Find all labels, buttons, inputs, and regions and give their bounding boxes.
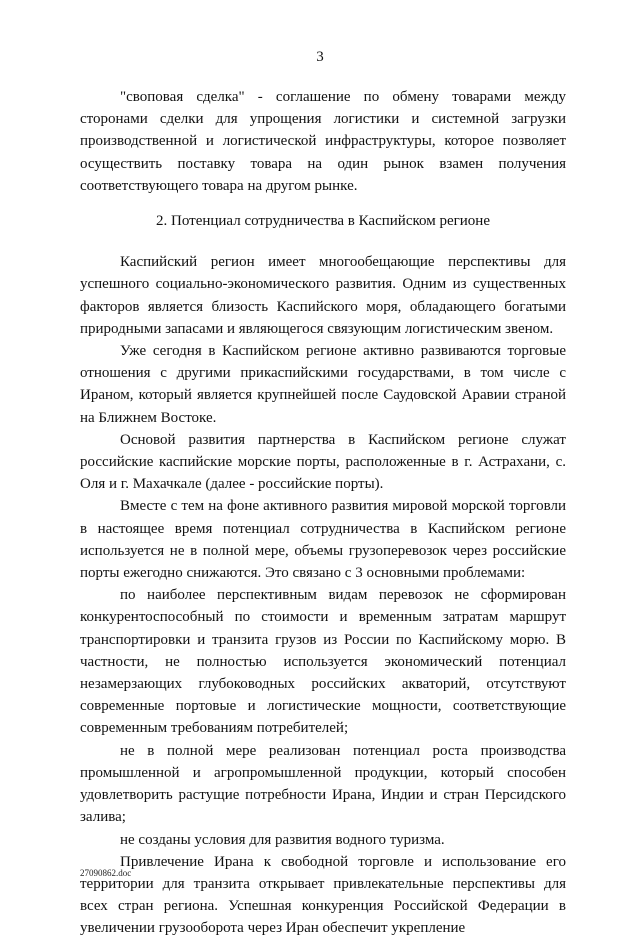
paragraph-ports: Основой развития партнерства в Каспийском регионе служат российские каспийские морские порты, расположенные в г. Астрахани, с. Оля и г. Махачкале (далее - российские порты). <box>80 431 566 493</box>
paragraph-trade-relations: Уже сегодня в Каспийском регионе активно развиваются торговые отношения с другими прикаспийскими государствами, в том числе с Ираном, который является крупнейшей после Саудовской Аравии страной на Ближнем Востоке. <box>80 343 566 426</box>
paragraph-iran-transit: Привлечение Ирана к свободной торговле и использование его территории для транзита открывает привлекательные перспективы для всех стран региона. Успешная конкуренция Российской Федерации в увеличении грузооборота через Иран обеспечит укрепление <box>80 853 566 937</box>
footer-document-code: 27090862.doc <box>80 868 132 878</box>
paragraph-swap-definition: "своповая сделка" - соглашение по обмену товарами между сторонами сделки для упрощения логистики и системной загрузки производственной и логистической инфраструктуры, которое позволяет осуществить поставку товара на один рынок взамен получения соответствующего товара на другом рынке. <box>80 89 566 194</box>
document-body <box>80 86 566 940</box>
paragraph-problem-route: по наиболее перспективным видам перевозок не сформирован конкурентоспособный по стоимости и временным затратам маршрут транспортировки и транзита грузов из России по Каспийскому морю. В частности, не полностью используется экономический потенциал незамерзающих глубоководных российских акваторий, отсутствуют современные портовые и логистические мощности, соответствующие современным требованиям потребителей; <box>80 587 566 737</box>
page-number: 3 <box>316 49 324 65</box>
paragraph-problems-intro: Вместе с тем на фоне активного развития мировой морской торговли в настоящее время потенциал сотрудничества в Каспийском регионе используется не в полной мере, объемы грузоперевозок через российские порты ежегодно снижаются. Это связано с 3 основными проблемами: <box>80 498 566 582</box>
paragraph-problem-production: не в полной мере реализован потенциал роста производства промышленной и агропромышленной продукции, который способен удовлетворить растущие потребности Ирана, Индии и стран Персидского залива; <box>80 742 566 826</box>
section-heading: 2. Потенциал сотрудничества в Каспийском регионе <box>156 213 490 230</box>
paragraph-problem-tourism: не созданы условия для развития водного туризма. <box>120 831 445 848</box>
paragraph-caspian-region: Каспийский регион имеет многообещающие перспективы для успешного социально-экономического развития. Одним из существенных факторов является близость Каспийского моря, обладающего богатыми природными запасами и являющегося связующим логистическим звеном. <box>80 254 566 337</box>
